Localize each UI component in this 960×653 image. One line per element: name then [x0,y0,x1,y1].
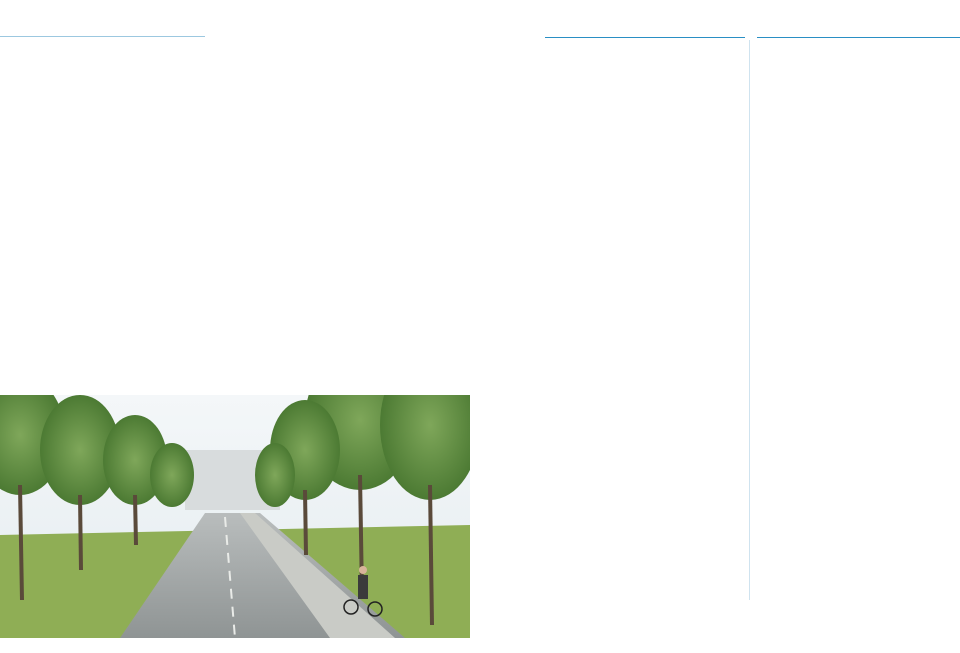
street-photo [0,395,470,638]
col-a-rule [545,37,745,38]
column-divider [749,40,750,600]
title-underline [0,36,205,37]
col-b-rule [757,37,960,38]
